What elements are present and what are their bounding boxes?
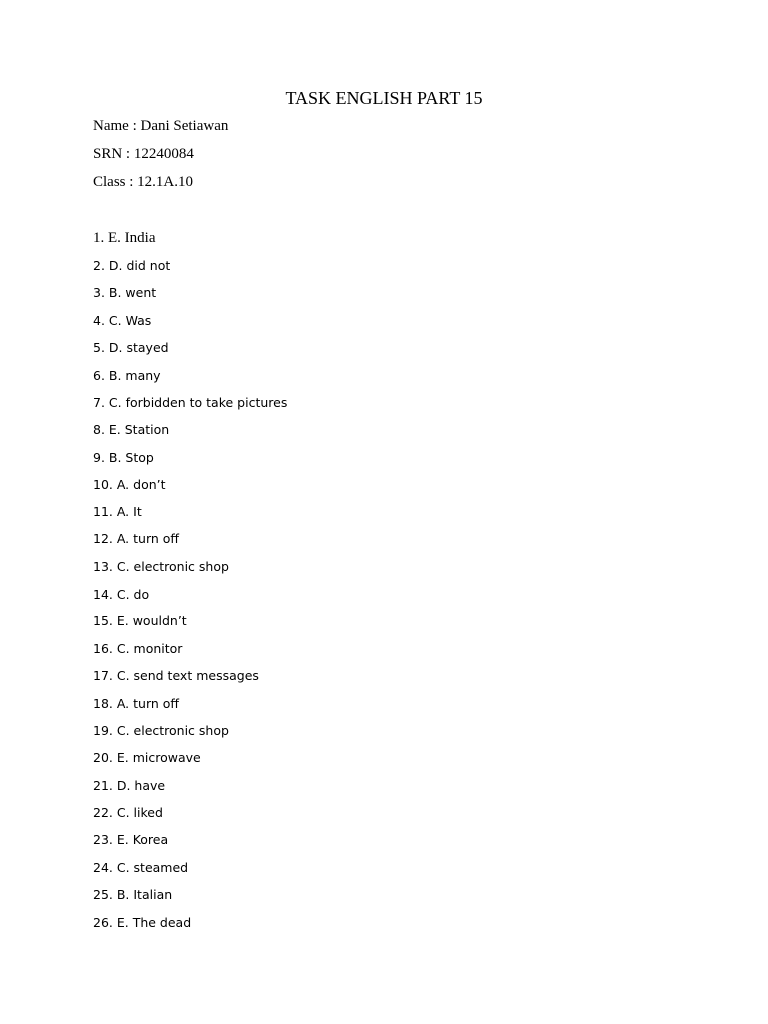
answer-item: 15. E. wouldn’t <box>93 613 187 628</box>
answer-item: 26. E. The dead <box>93 915 192 930</box>
answer-item: 14. C. do <box>93 587 150 602</box>
answer-item: 5. D. stayed <box>93 340 169 355</box>
answer-item: 2. D. did not <box>93 258 171 273</box>
answer-item: 21. D. have <box>93 778 166 793</box>
answer-item: 11. A. It <box>93 504 142 519</box>
answer-item: 25. B. Italian <box>93 887 173 902</box>
answer-item: 12. A. turn off <box>93 531 180 546</box>
answer-item: 19. C. electronic shop <box>93 723 229 738</box>
answer-item: 6. B. many <box>93 368 161 383</box>
answer-item: 7. C. forbidden to take pictures <box>93 395 288 410</box>
answer-item: 3. B. went <box>93 285 157 300</box>
answer-item: 8. E. Station <box>93 422 170 437</box>
answer-item: 10. A. don’t <box>93 477 166 492</box>
answer-item: 20. E. microwave <box>93 750 201 765</box>
answer-item: 23. E. Korea <box>93 832 169 847</box>
answer-item: 4. C. Was <box>93 313 152 328</box>
student-name: Name : Dani Setiawan <box>93 118 229 134</box>
answer-item: 22. C. liked <box>93 805 163 820</box>
answer-item: 13. C. electronic shop <box>93 559 229 574</box>
student-class: Class : 12.1A.10 <box>93 174 194 190</box>
answer-item: 16. C. monitor <box>93 641 183 656</box>
answer-item: 9. B. Stop <box>93 450 154 465</box>
student-srn: SRN : 12240084 <box>93 146 194 162</box>
answer-item: 18. A. turn off <box>93 696 180 711</box>
document-title: TASK ENGLISH PART 15 <box>285 88 483 108</box>
answer-item: 1. E. India <box>93 230 156 246</box>
answer-item: 17. C. send text messages <box>93 668 259 683</box>
answer-list <box>93 0 693 1024</box>
answer-item: 24. C. steamed <box>93 860 189 875</box>
